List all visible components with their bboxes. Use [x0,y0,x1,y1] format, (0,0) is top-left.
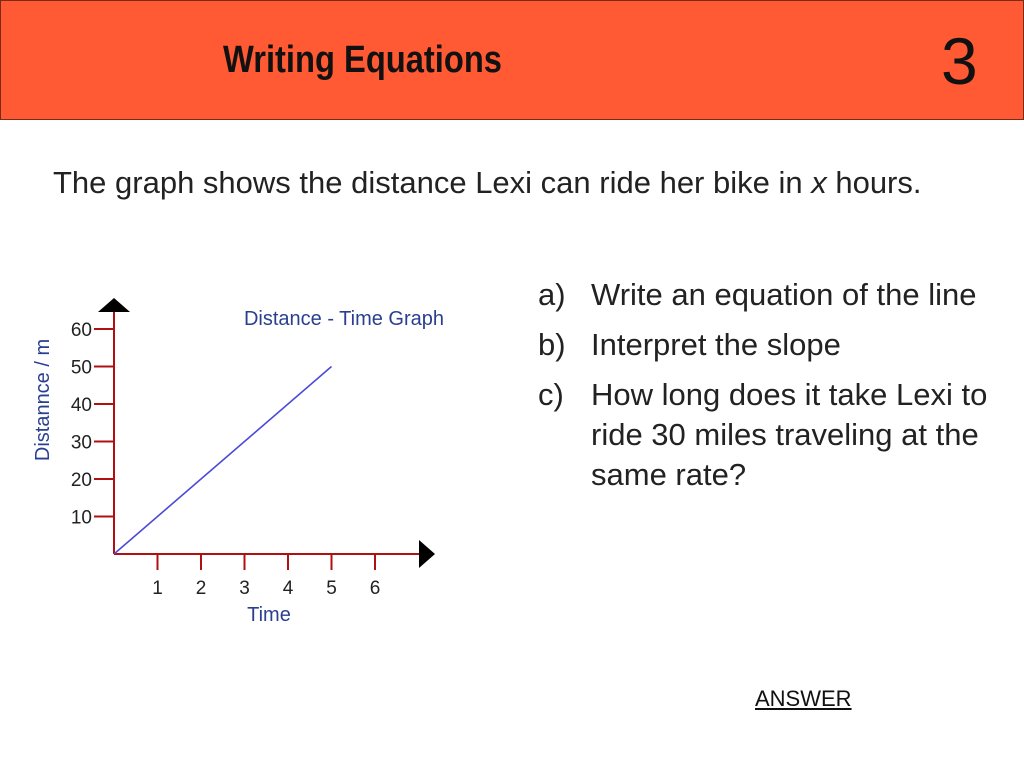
question-letter: b) [538,327,566,362]
x-tick-label: 2 [195,578,207,599]
x-axis-label: Time [247,604,291,626]
question-text: How long does it take Lexi to ride 30 miles traveling at the same rate? [591,377,988,492]
y-tick-label: 40 [70,395,92,416]
slide-number: 3 [941,24,978,98]
y-axis-arrow-icon [98,298,130,312]
distance-time-chart [24,280,504,640]
x-axis-arrow-icon [419,540,435,568]
intro-text-end: hours. [826,165,922,200]
x-tick-label: 6 [369,578,381,599]
x-tick-label: 4 [282,578,294,599]
intro-text-start: The graph shows the distance Lexi can ride her bike in [53,165,812,200]
variable-x: x [811,165,827,200]
question-item [538,275,998,315]
slide-title: Writing Equations [223,39,502,81]
problem-statement [53,163,933,203]
header-bar [0,0,1024,120]
x-tick-label: 1 [152,578,163,599]
y-tick-label: 20 [70,470,92,491]
question-letter: c) [538,377,564,412]
x-tick-label: 5 [326,578,337,599]
answer-link[interactable]: ANSWER [755,686,852,711]
y-tick-label: 50 [70,357,92,379]
question-text: Write an equation of the line [591,277,977,312]
question-item [538,375,998,495]
question-letter: a) [538,277,566,312]
y-tick-label: 60 [70,320,92,341]
y-tick-label: 10 [70,507,92,529]
y-tick-label: 30 [70,432,92,454]
question-list [538,275,998,505]
series-line [114,367,332,555]
chart-title: Distance - Time Graph [243,308,445,330]
y-axis-label: Distannce / m [32,338,54,462]
x-tick-label: 3 [239,578,250,599]
question-text: Interpret the slope [591,327,841,362]
question-item [538,325,998,365]
